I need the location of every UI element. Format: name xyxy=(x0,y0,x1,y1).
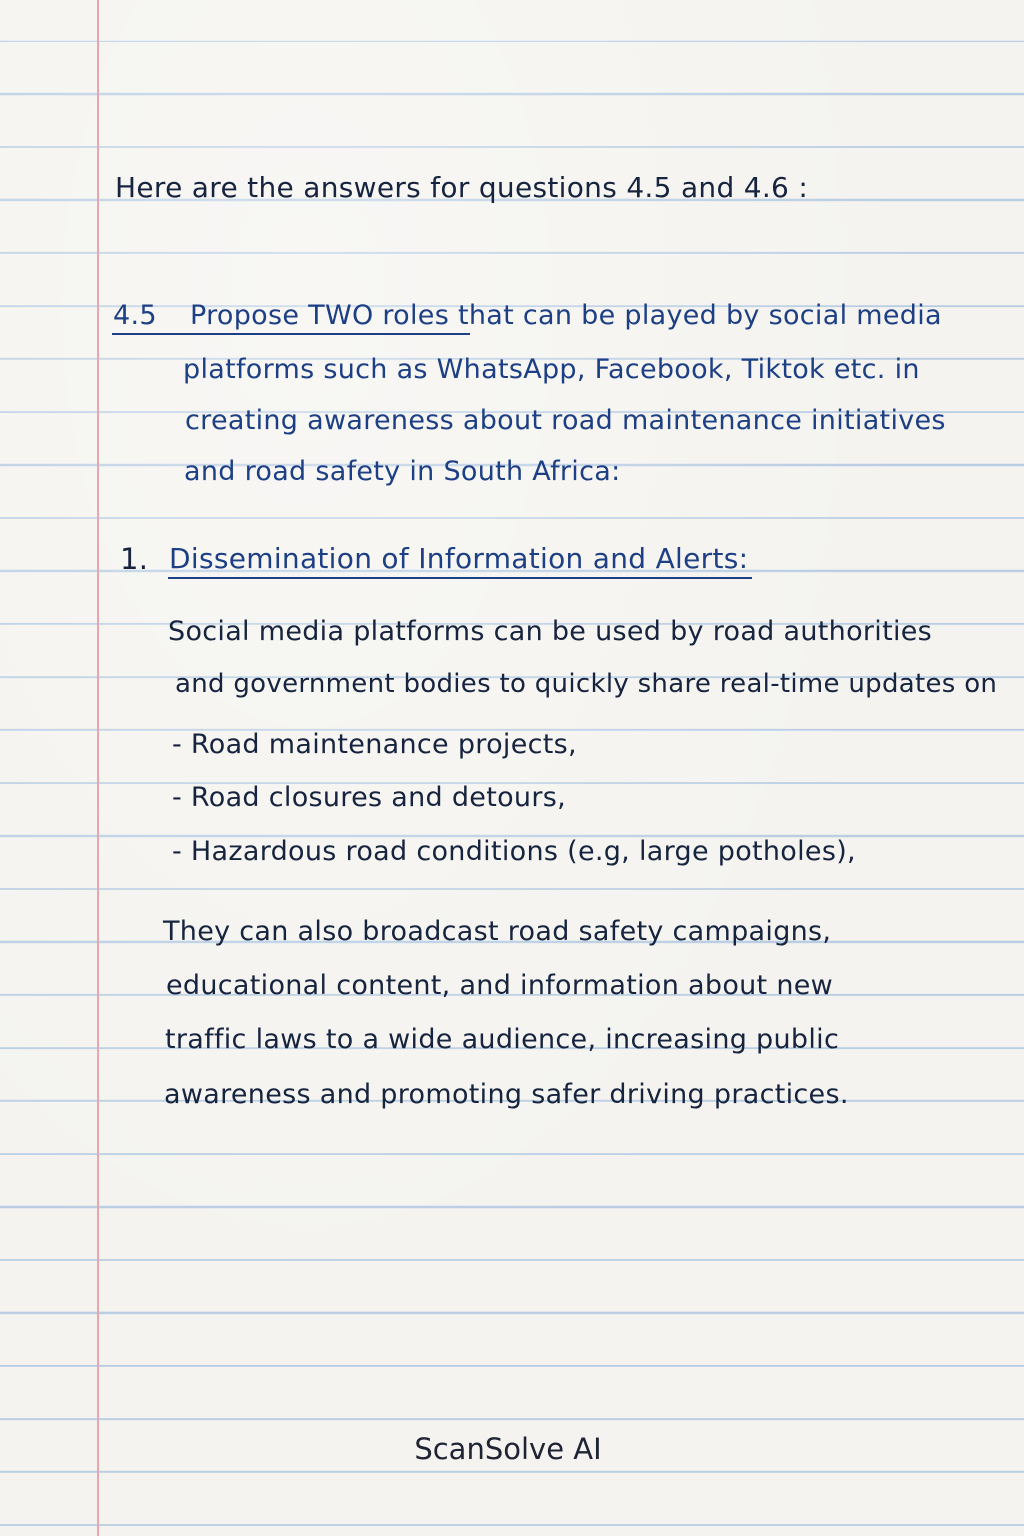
margin-line xyxy=(97,0,99,1536)
bullet-item: - Road closures and detours, xyxy=(172,782,566,813)
para1-line-1: Social media platforms can be used by road authorities xyxy=(168,616,933,647)
question-number: 4.5 xyxy=(113,300,157,331)
question-line-3: creating awareness about road maintenance initiatives xyxy=(185,405,946,436)
bullet-item: - Hazardous road conditions (e.g, large potholes), xyxy=(172,836,856,867)
answer-number: 1. xyxy=(120,542,149,576)
para2-line-3: traffic laws to a wide audience, increasing public xyxy=(165,1024,840,1055)
question-line-2: platforms such as WhatsApp, Facebook, Tiktok etc. in xyxy=(183,354,920,385)
para1-line-2: and government bodies to quickly share real-time updates on xyxy=(175,669,998,699)
question-line-1: Propose TWO roles that can be played by social media xyxy=(190,300,942,331)
question-line-4: and road safety in South Africa: xyxy=(184,456,621,487)
footer-brand xyxy=(0,1432,1024,1466)
footer-brand-text: ScanSolve AI xyxy=(414,1432,602,1466)
question-underline xyxy=(112,333,470,335)
intro-line: Here are the answers for questions 4.5 and 4.6 : xyxy=(115,171,809,204)
answer-heading-underline xyxy=(168,577,752,579)
para2-line-4: awareness and promoting safer driving practices. xyxy=(164,1079,849,1110)
bullet-item: - Road maintenance projects, xyxy=(172,729,577,760)
para2-line-2: educational content, and information about new xyxy=(166,970,834,1001)
answer-heading: Dissemination of Information and Alerts: xyxy=(169,542,749,575)
para2-line-1: They can also broadcast road safety campaigns, xyxy=(163,916,832,947)
